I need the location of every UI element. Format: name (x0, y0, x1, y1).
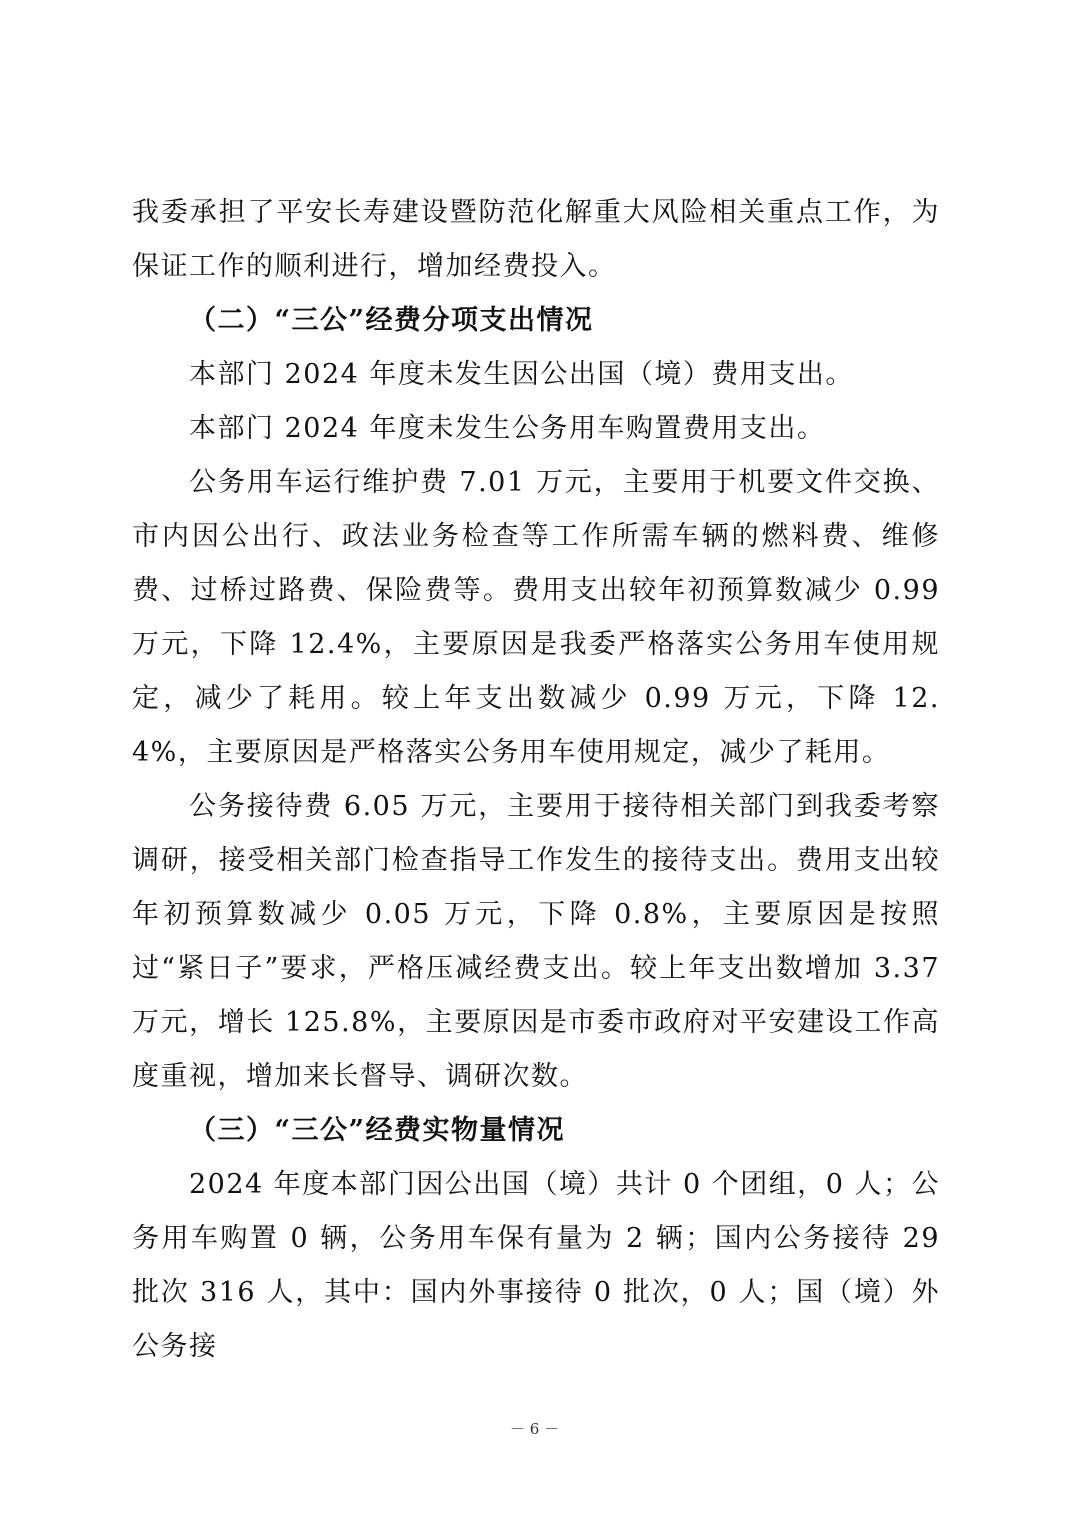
page-number: － 6 － (509, 1420, 560, 1438)
paragraph-quantities: 2024 年度本部门因公出国（境）共计 0 个团组，0 人；公务用车购置 0 辆，公务用车保有量为 2 辆；国内公务接待 29 批次 316 人，其中：国内外事接待 0 批次，0 人；国（境）外公务接 (132, 1169, 940, 1362)
paragraph-vehicle-purchase: 本部门 2024 年度未发生公务用车购置费用支出。 (189, 413, 826, 444)
document-body (132, 186, 940, 1374)
paragraph-continued: 我委承担了平安长寿建设暨防范化解重大风险相关重点工作，为保证工作的顺利进行，增加经费投入。 (132, 197, 940, 282)
paragraph-overseas: 本部门 2024 年度未发生因公出国（境）费用支出。 (189, 359, 854, 390)
section-heading-2: （二）“三公”经费分项支出情况 (189, 305, 594, 336)
paragraph-reception: 公务接待费 6.05 万元，主要用于接待相关部门到我委考察调研，接受相关部门检查指导工作发生的接待支出。费用支出较年初预算数减少 0.05 万元，下降 0.8%，主要原因是按照过“紧日子”要求，严格压减经费支出。较上年支出数增加 3.37 万元，增长 125.8%，主要原因是市委市政府对平安建设工作高度重视，增加来长督导、调研次数。 (132, 791, 940, 1092)
section-heading-3: （三）“三公”经费实物量情况 (189, 1115, 566, 1146)
paragraph-vehicle-maintenance: 公务用车运行维护费 7.01 万元，主要用于机要文件交换、市内因公出行、政法业务检查等工作所需车辆的燃料费、维修费、过桥过路费、保险费等。费用支出较年初预算数减少 0.99 万元，下降 12.4%，主要原因是我委严格落实公务用车使用规定，减少了耗用。较上年支出数减少 0.99 万元，下降 12.4%，主要原因是严格落实公务用车使用规定，减少了耗用。 (132, 467, 940, 768)
